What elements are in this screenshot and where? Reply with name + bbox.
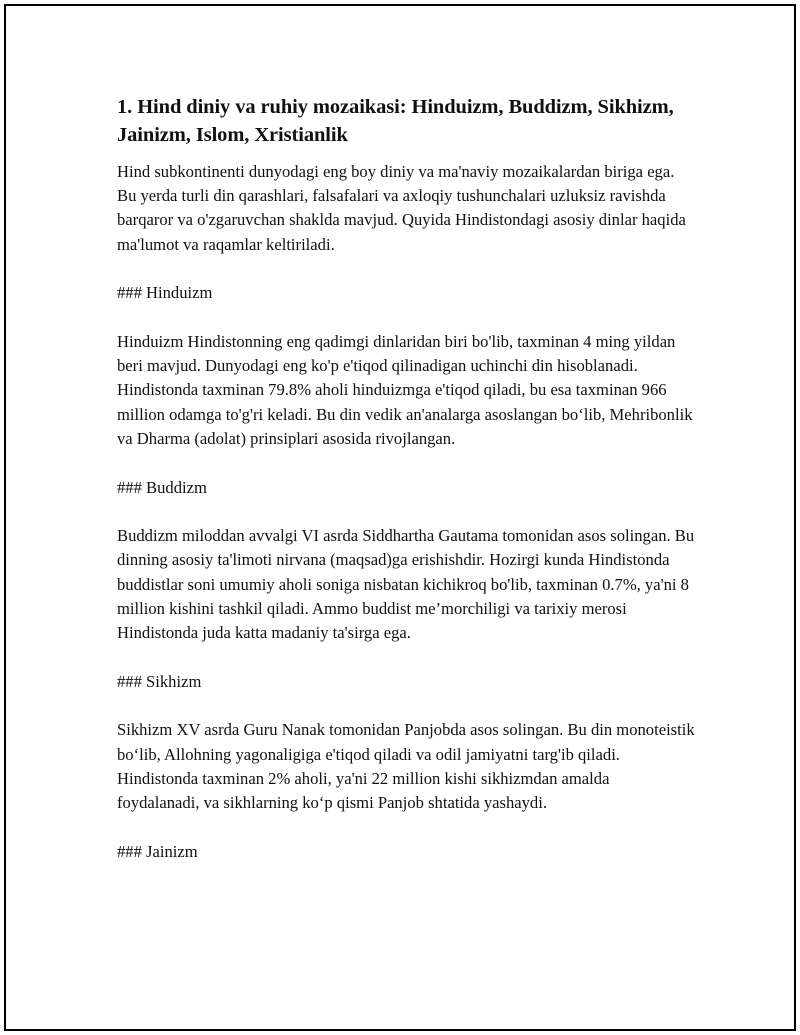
spacer <box>117 694 695 719</box>
spacer <box>117 257 695 282</box>
spacer <box>117 306 695 331</box>
section-heading-sikhizm: ### Sikhizm <box>117 671 202 691</box>
section-text-sikhizm: Sikhizm XV asrda Guru Nanak tomonidan Panjobda asos solingan. Bu din monoteistik bo‘lib, Allohning yagonaligiga e'tiqod qiladi va odil jamiyatni targ'ib qiladi. Hindistonda taxminan 2% aholi, ya'ni 22 million kishi sikhizmdan amalda foydalanadi, va sikhlarning ko‘p qismi Panjob shtatida yashaydi. <box>117 720 695 813</box>
intro-paragraph: Hind subkontinenti dunyodagi eng boy diniy va ma'naviy mozaikalardan biriga ega. Bu yerda turli din qarashlari, falsafalari va axloqiy tushunchalari uzluksiz ravishda barqaror va o'zgaruvchan shaklda mavjud. Quyida Hindistondagi asosiy dinlar haqida ma'lumot va raqamlar keltiriladi. <box>117 162 686 254</box>
section-heading-buddizm: ### Buddizm <box>117 477 207 497</box>
section-text-buddizm: Buddizm miloddan avvalgi VI asrda Siddhartha Gautama tomonidan asos solingan. Bu dinning asosiy ta'limoti nirvana (maqsad)ga erishishdir. Hozirgi kunda Hindistonda buddistlar soni umumiy aholi soniga nisbatan kichikroq bo'lib, taxminan 0.7%, ya'ni 8 million kishini tashkil qiladi. Ammo buddist me’morchiligi va tarixiy merosi Hindistonda juda katta madaniy ta'sirga ega. <box>117 526 695 643</box>
spacer <box>117 815 695 840</box>
section-text-hinduizm: Hinduizm Hindistonning eng qadimgi dinlaridan biri bo'lib, taxminan 4 ming yildan beri mavjud. Dunyodagi eng ko'p e'tiqod qilinadigan uchinchi din hisoblanadi. Hindistonda taxminan 79.8% aholi hinduizmga e'tiqod qiladi, bu esa taxminan 966 million odamga to'g'ri keladi. Bu din vedik an'analarga asoslangan bo‘lib, Mehribonlik va Dharma (adolat) prinsiplari asosida rivojlangan. <box>117 332 693 448</box>
spacer <box>117 645 695 670</box>
spacer <box>117 500 695 525</box>
spacer <box>117 451 695 476</box>
document-body <box>117 93 695 864</box>
document-title: 1. Hind diniy va ruhiy mozaikasi: Hinduizm, Buddizm, Sikhizm, Jainizm, Islom, Xristianlik <box>117 96 674 146</box>
section-heading-jainizm: ### Jainizm <box>117 841 198 861</box>
section-heading-hinduizm: ### Hinduizm <box>117 283 213 303</box>
